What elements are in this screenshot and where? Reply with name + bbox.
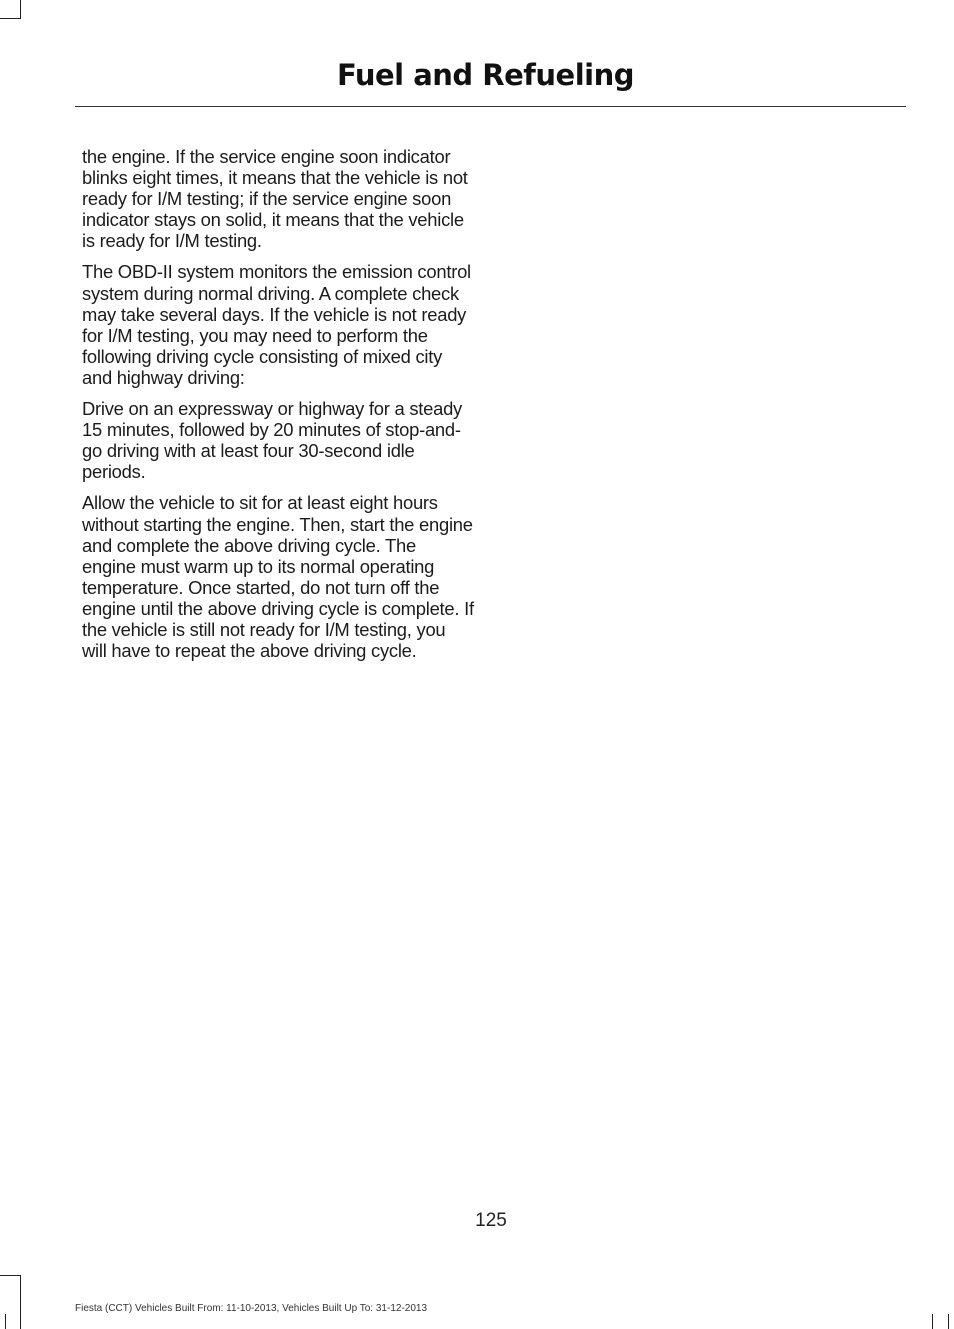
crop-mark-top-left-horizontal <box>0 18 20 19</box>
title-divider <box>75 106 906 107</box>
crop-mark-bottom-right-tick-2 <box>948 1314 949 1329</box>
footer-vehicle-info: Fiesta (CCT) Vehicles Built From: 11-10-2013, Vehicles Built Up To: 31-12-2013 <box>75 1303 428 1314</box>
crop-mark-bottom-left-vertical <box>20 1275 21 1329</box>
crop-mark-top-left-vertical <box>20 0 21 19</box>
crop-mark-bottom-right-tick-1 <box>932 1314 933 1329</box>
crop-mark-bottom-left-horizontal <box>0 1275 20 1276</box>
crop-mark-bottom-left-tick <box>5 1314 6 1329</box>
body-paragraph-4: Allow the vehicle to sit for at least eight hours without starting the engine. Then, start the engine and complete the above driving cycle. The engine must warm up to its normal operating temperature. Once started, do not turn off the engine until the above driving cycle is complete. If the vehicle is still not ready for I/M testing, you will have to repeat the above driving cycle. <box>82 492 474 662</box>
body-paragraph-3: Drive on an expressway or highway for a steady 15 minutes, followed by 20 minutes of stop-and-go driving with at least four 30-second idle periods. <box>82 398 463 483</box>
page-number: 125 <box>475 1210 507 1231</box>
body-paragraph-1: the engine. If the service engine soon indicator blinks eight times, it means that the vehicle is not ready for I/M testing; if the service engine soon indicator stays on solid, it means that the vehicle is ready for I/M testing. <box>82 146 468 252</box>
page-title: Fuel and Refueling <box>336 58 634 92</box>
body-text-column <box>82 146 474 671</box>
body-paragraph-2: The OBD-II system monitors the emission control system during normal driving. A complete check may take several days. If the vehicle is not ready for I/M testing, you may need to perform the following driving cycle consisting of mixed city and highway driving: <box>82 261 471 388</box>
